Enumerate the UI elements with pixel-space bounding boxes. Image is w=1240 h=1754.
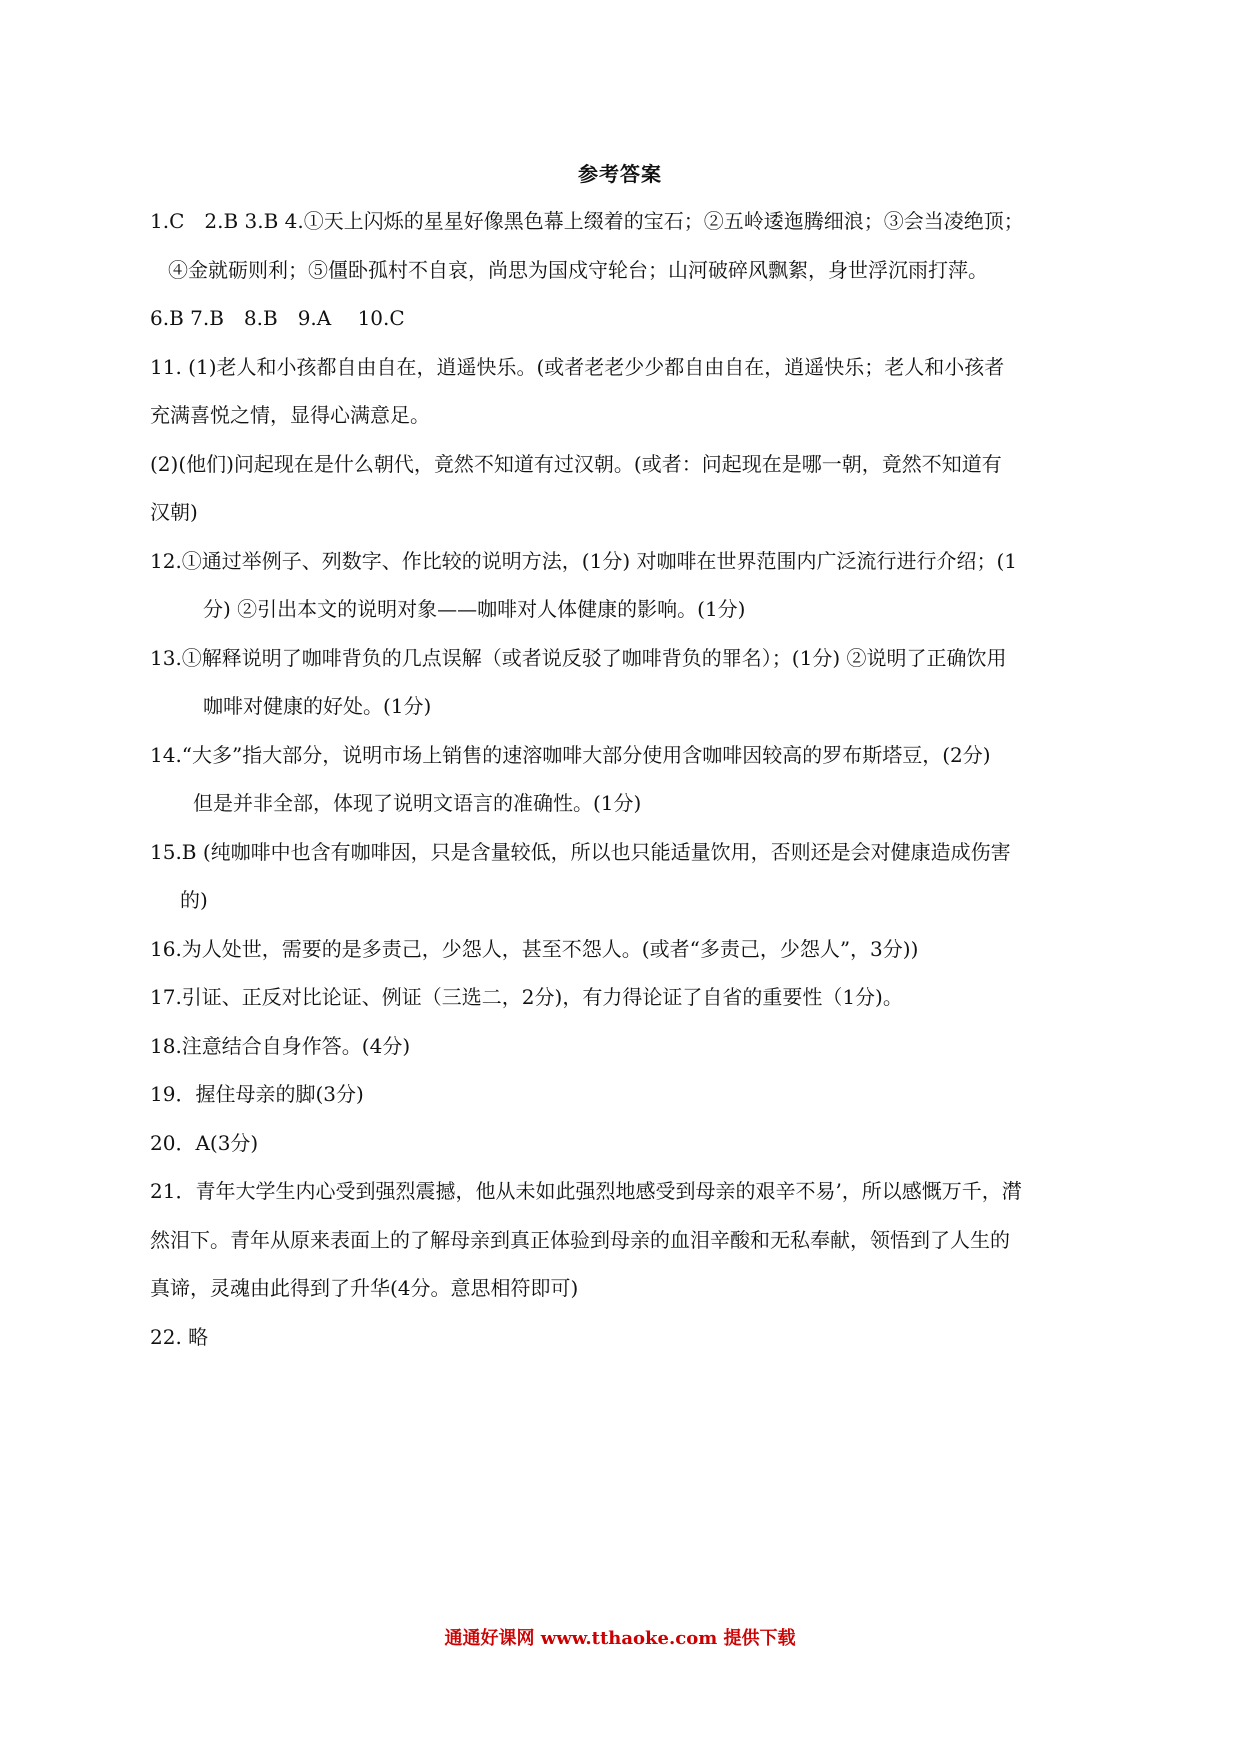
- answer-line: 真谛，灵魂由此得到了升华(4分。意思相符即可): [150, 1276, 579, 1300]
- answer-line: 22. 略: [150, 1325, 209, 1349]
- answer-line: 汉朝): [150, 500, 198, 524]
- answer-line: 17.引证、正反对比论证、例证（三选二，2分)，有力得论证了自省的重要性（1分)。: [150, 985, 903, 1009]
- footer-watermark: 通通好课网 www.tthaoke.com 提供下载: [444, 1628, 796, 1649]
- answer-line: 15.B (纯咖啡中也含有咖啡因，只是含量较低，所以也只能适量饮用，否则还是会对健康造成伤害: [150, 840, 1011, 864]
- answer-line: 14.“大多”指大部分，说明市场上销售的速溶咖啡大部分使用含咖啡因较高的罗布斯塔豆，(2分): [150, 743, 991, 767]
- answer-line: 20．A(3分): [150, 1131, 259, 1155]
- answer-line: 6.B 7.B 8.B 9.A 10.C: [150, 306, 405, 330]
- answer-line: 分) ②引出本文的说明对象——咖啡对人体健康的影响。(1分): [203, 597, 746, 621]
- answer-line: ④金就砺则利；⑤僵卧孤村不自哀，尚思为国戍守轮台；山河破碎风飘絮，身世浮沉雨打萍。: [168, 258, 988, 282]
- answer-line: 13.①解释说明了咖啡背负的几点误解（或者说反驳了咖啡背负的罪名）；(1分) ②说明了正确饮用: [150, 646, 1007, 670]
- answer-line: 咖啡对健康的好处。(1分): [203, 694, 432, 718]
- answer-line: 的): [180, 888, 208, 912]
- answer-line: 19．握住母亲的脚(3分): [150, 1082, 364, 1106]
- answer-line: 1.C 2.B 3.B 4.①天上闪烁的星星好像黑色幕上缀着的宝石；②五岭逶迤腾细浪；③会当凌绝顶；: [150, 209, 1024, 233]
- answer-line: 18.注意结合自身作答。(4分): [150, 1034, 411, 1058]
- answer-line: 16.为人处世，需要的是多责己，少怨人，甚至不怨人。(或者“多责己，少怨人”，3分)): [150, 937, 919, 961]
- answer-line: 11. (1)老人和小孩都自由自在，逍遥快乐。(或者老老少少都自由自在，逍遥快乐；老人和小孩者: [150, 355, 1005, 379]
- answer-line: 然泪下。青年从原来表面上的了解母亲到真正体验到母亲的血泪辛酸和无私奉献，领悟到了人生的: [150, 1228, 1010, 1252]
- answer-line: (2)(他们)问起现在是什么朝代，竟然不知道有过汉朝。(或者：问起现在是哪一朝，竟然不知道有: [150, 452, 1002, 476]
- answer-line: 12.①通过举例子、列数字、作比较的说明方法，(1分) 对咖啡在世界范围内广泛流行进行介绍；(1: [150, 549, 1018, 573]
- answer-line: 充满喜悦之情，显得心满意足。: [150, 403, 430, 427]
- answer-line: 但是并非全部，体现了说明文语言的准确性。(1分): [193, 791, 642, 815]
- answer-line: 21．青年大学生内心受到强烈震撼，他从未如此强烈地感受到母亲的艰辛不易’，所以感慨万千，潸: [150, 1179, 1022, 1203]
- page-title: 参考答案: [578, 162, 662, 186]
